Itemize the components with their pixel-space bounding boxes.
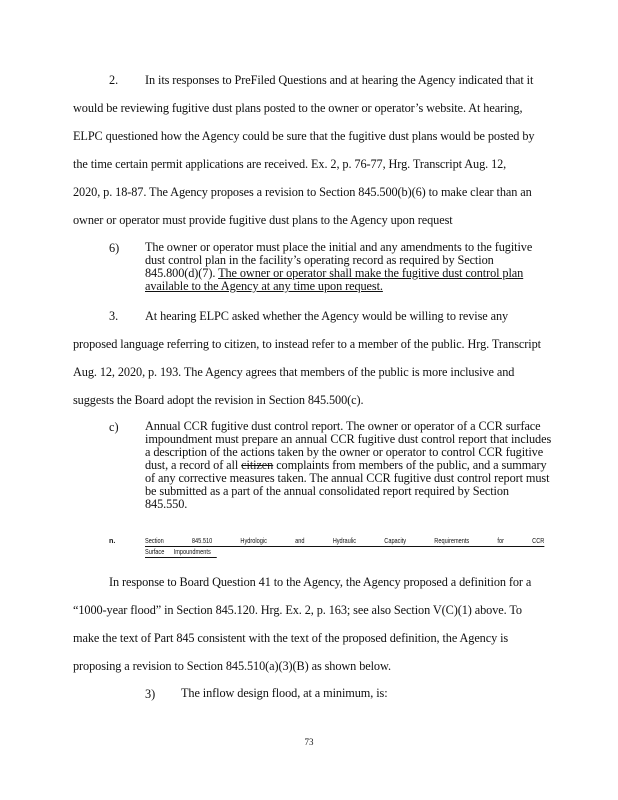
paragraph-line: owner or operator must provide fugitive dust plans to the Agency upon request [73,213,453,227]
inserted-text: available to the Agency at any time upon request. [145,279,383,293]
section-heading-number: n. [109,536,116,545]
quote-line: dust control plan in the facility’s operating record as required by Section [145,253,494,267]
heading-word: and [295,536,305,545]
paragraph-number: 2. [109,73,119,87]
deleted-text: citizen [241,458,274,472]
heading-word: Section [145,536,164,545]
quote-number: 3) [145,687,156,701]
quote-text: dust, a record of all [145,458,242,472]
paragraph-line: “1000-year flood” in Section 845.120. Hrg. Ex. 2, p. 163; see also Section V(C)(1) above. To [73,603,522,617]
quote-line: The inflow design flood, at a minimum, is: [181,686,388,700]
quote-text: 845.800(d)(7). [145,266,219,280]
paragraph-line: proposing a revision to Section 845.510(a)(3)(B) as shown below. [73,659,391,673]
heading-word: CCR [532,536,545,545]
paragraph-line: In response to Board Question 41 to the Agency, the Agency proposed a definition for a [109,575,532,589]
paragraph-line: At hearing ELPC asked whether the Agency would be willing to revise any [145,309,509,323]
heading-word: Capacity [384,536,407,545]
paragraph-line: In its responses to PreFiled Questions and at hearing the Agency indicated that it [145,73,534,87]
quote-line [145,280,605,293]
paragraph-line: 2020, p. 18-87. The Agency proposes a revision to Section 845.500(b)(6) to make clear than an [73,185,532,199]
quote-line: of any corrective measures taken. The annual CCR fugitive dust control report must [145,471,550,485]
page-number: 73 [304,737,314,747]
paragraph-number: 3. [109,309,119,323]
quote-text: complaints from members of the public, and a summary [273,458,547,472]
quote-line: Annual CCR fugitive dust control report. The owner or operator of a CCR surface [145,419,541,433]
paragraph-line: suggests the Board adopt the revision in Section 845.500(c). [73,393,364,407]
paragraph-line: would be reviewing fugitive dust plans posted to the owner or operator’s website. At hearing, [73,101,523,115]
quote-line: The owner or operator must place the initial and any amendments to the fugitive [145,240,533,254]
heading-word: Hydrologic [240,536,267,545]
heading-word: Requirements [434,536,470,545]
quote-line: a description of the actions taken by the owner or operator to control CCR fugitive [145,445,544,459]
section-heading-line: Surface Impoundments [145,547,217,558]
quote-line: impoundment must prepare an annual CCR fugitive dust control report that includes [145,432,552,446]
quote-line: be submitted as a part of the annual consolidated report required by Section [145,484,509,498]
quote-line: 845.550. [145,497,188,511]
paragraph-line: make the text of Part 845 consistent with the text of the proposed definition, the Agency is [73,631,509,645]
quote-number: c) [109,420,119,434]
heading-word: 845.510 [191,536,213,545]
section-heading-line [145,536,544,547]
paragraph-line: ELPC questioned how the Agency could be sure that the fugitive dust plans would be posted by [73,129,535,143]
paragraph-line: Aug. 12, 2020, p. 193. The Agency agrees that members of the public is more inclusive and [73,365,515,379]
paragraph-line: proposed language referring to citizen, to instead refer to a member of the public. Hrg. Transcript [73,337,541,351]
paragraph-line: the time certain permit applications are received. Ex. 2, p. 76-77, Hrg. Transcript Aug. 12, [73,157,507,171]
heading-word: Hydraulic [332,536,357,545]
inserted-text: The owner or operator shall make the fugitive dust control plan [218,266,524,280]
quote-number: 6) [109,241,120,255]
heading-word: for [497,536,504,545]
section-heading [145,536,545,558]
